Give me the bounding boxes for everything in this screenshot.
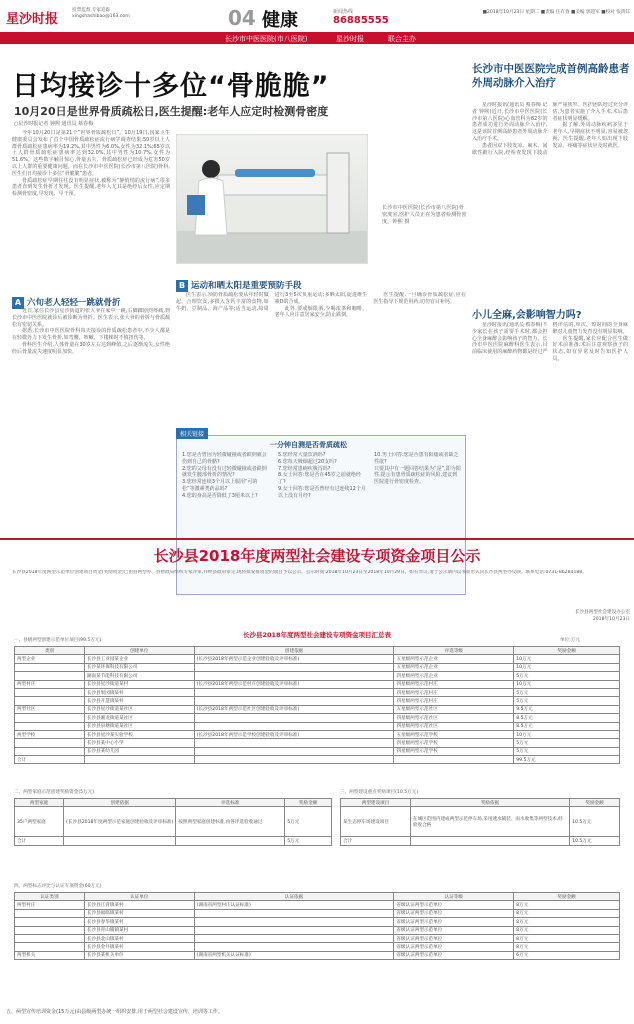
right-article-body [472, 102, 628, 302]
self-test-title: 一分钟自测是否骨质疏松 [270, 441, 347, 449]
demo-units-table [14, 646, 620, 764]
section-b-body [176, 292, 466, 424]
table-row [15, 934, 620, 942]
column-header: 类别 [15, 647, 85, 655]
cell: 省级认证两型示范单位 [394, 926, 514, 934]
cell: 四星级两型示范学校 [394, 747, 514, 755]
table1-caption: 一、县级两型创建示范单位项目(99.5万元) [14, 638, 102, 643]
cell [15, 688, 85, 696]
cell: (长沙县2018年两型示范社区创建验收及评审标准) [194, 705, 394, 713]
column-header: 创建依据 [194, 647, 394, 655]
cell: 五星级两型示范企业 [394, 663, 514, 671]
table-header-row [341, 799, 620, 807]
cell: 长沙县福临镇某村 [84, 909, 194, 917]
cell: 5万元 [514, 672, 620, 680]
cell: (湖南省两型机关认证标准) [194, 951, 394, 959]
cell [15, 739, 85, 747]
table-header-row [15, 893, 620, 901]
section-b-header [176, 273, 466, 292]
table-row [15, 663, 620, 671]
cell: 长沙县星沙街道某村 [84, 680, 194, 688]
cell: 四星级两型示范学校 [394, 739, 514, 747]
table-row [15, 943, 620, 951]
cell: 长沙县某中心小学 [84, 739, 194, 747]
right-article2-body [472, 322, 628, 537]
table-row [15, 807, 332, 837]
cell: 8万元 [514, 909, 620, 917]
table-row [15, 918, 620, 926]
column-header: 奖励金额 [514, 893, 620, 901]
notice-signature: 长沙县两型社会建设办公室 [574, 610, 630, 615]
photo-caption: 长沙市中医医院(长沙市第八医院)骨密度室,医护人员正在为患者检测骨密度。钟熙 摄 [382, 205, 467, 225]
cell [194, 943, 394, 951]
cell [64, 837, 176, 845]
masthead [0, 0, 634, 46]
cell: 5万元 [514, 739, 620, 747]
cell: 长沙县金井镇某村 [84, 943, 194, 951]
notice-intro: 长沙县2018年度两型示范单位创建项目资金(奖励资金)已由县两型办、县财政局组织专家评审,并经县政府审定,现将拟安排资金的项目予以公示。公示时间:2018年10月23日至2018年10月29日。如有异议,请于公示期内以书面形式向长沙县两型办反映。联系电话:0731-86284188。 [12, 570, 587, 575]
cell: 35户两型家庭 [15, 807, 64, 837]
lead-paragraph: 骨质疏松症早期往往没有明显症状,被称为“静悄悄的流行病”,很多患者直到发生骨折才发现。医生提醒,老年人尤其是绝经后女性,应定期检测骨密度,早发现、早干预。 [12, 177, 170, 198]
certification-table [14, 892, 620, 960]
table-total-row [15, 837, 332, 845]
cell [15, 697, 85, 705]
cell: 10.5万元 [570, 807, 620, 837]
lead-paragraph: 今年10月20日是第21个“世界骨质疏松日”。10月19日,国家卫生健康委员会发布了首个中国骨质疏松症流行病学调查结果:50岁以上人群骨质疏松症患病率为19.2%,其中男性为6.0%,女性为32.1%;65岁以上人群骨质疏松症患病率达到32.0%,其中男性为10.7%,女性为51.6%。这些数字触目惊心,骨量丢失、骨质疏松症已经成为危害50岁以上人群的重要健康问题。而在长沙市中医医院(长沙市第八医院)骨科,医生们日均接诊十多位“骨脆脆”患者。 [12, 130, 170, 177]
header-red-bar [0, 32, 634, 44]
table-row [15, 672, 620, 680]
cell [15, 926, 85, 934]
cell: 8万元 [514, 901, 620, 909]
right-article-title: 长沙市中医医院完成首例高龄患者外周动脉介入治疗 [472, 63, 630, 89]
column-header: 认证单位 [84, 893, 194, 901]
notice-top-rule [0, 538, 634, 540]
right-paragraph: 星沙时报讯(通讯员 蔡春梅 记者 钟熙)近日,长沙市中医医院(长沙市第八医院)心血管科为82岁的患者成功进行外周动脉介入治疗,这是该院首例高龄患者外周动脉介入治疗手术。 [472, 102, 548, 142]
cell [194, 688, 394, 696]
cell: 长沙县开慧镇某村 [84, 697, 194, 705]
notice-footer: 五、两型宣传培训资金(15万元)由县级两型办统一组织安排,用于两型社会建设宣传、培训等工作。 [6, 1009, 223, 1015]
table-row [15, 655, 620, 663]
cell: 按照两型家庭创建标准,由各评选验收通过 [176, 807, 285, 837]
cell [194, 756, 394, 764]
table3-caption: 三、两型建设重点奖励项目(10.5万元) [340, 790, 419, 795]
self-test-question: 6.您每天吸烟超过20支吗? [278, 458, 337, 465]
cell: 两型机关 [15, 951, 85, 959]
cell [15, 747, 85, 755]
cell: 8.5万元 [514, 714, 620, 722]
section-a-title: 六旬老人轻轻一跳就骨折 [27, 298, 121, 308]
cell: (湖南省两型村庄认证标准) [194, 901, 394, 909]
cell: 5万元 [514, 688, 620, 696]
cell: (长沙县2018年两型示范村庄创建验收及评审标准) [194, 680, 394, 688]
key-project-table [340, 798, 620, 846]
table-row [15, 697, 620, 705]
cell: 五星级两型示范学校 [394, 730, 514, 738]
table-row [15, 688, 620, 696]
cell: (长沙县2018年度两型示范家庭创建验收及评审标准) [64, 807, 176, 837]
co-organizer-hospital: 长沙市中医医院(市八医院) [225, 35, 308, 43]
cell: 8万元 [514, 918, 620, 926]
cell: 两型村庄 [15, 680, 85, 688]
cell: 8万元 [514, 943, 620, 951]
self-test-question: 7.您经常患痢疾腹泻吗? [278, 465, 331, 472]
cell [194, 918, 394, 926]
cell: 两型社区 [15, 705, 85, 713]
bone-density-scanner-illustration [177, 135, 368, 264]
cell: 长沙县春华镇某村 [84, 918, 194, 926]
cell: 某生态停车场建设项目 [341, 807, 411, 837]
table-total-row [341, 837, 620, 845]
column-header: 认证等级 [394, 893, 514, 901]
cell: 长沙县工业园某企业 [84, 655, 194, 663]
section-b-paragraph: 医生提醒,一旦确诊骨质疏松症,应在医生指导下规范用药,切勿盲目补钙。 [373, 292, 466, 305]
cell: 在城区范围内建成两型示范停车场,采用透水铺装、雨水收集等两型技术,经验收合格 [410, 807, 569, 837]
dateline: ■2018年10月23日 星期二 ■责编 任有春 ■美编 郭超军 ■校对 张鸿钰 [482, 10, 630, 15]
cell: 5万元 [285, 837, 332, 845]
self-test-conclusion: 只要其中有一题回答结果为“是”,即为阳性,提示有患骨质疏松症的风险,建议到医院进行骨密度检查。 [374, 465, 461, 486]
cell [15, 722, 85, 730]
cell: 省级认证两型示范单位 [394, 951, 514, 959]
cell: 合计 [341, 837, 411, 845]
cell [15, 934, 85, 942]
cell [15, 918, 85, 926]
logo-subtitle: 投票监督 专家追踪 xingshashibao@163.com [72, 8, 130, 19]
cell: 省级认证两型示范单位 [394, 901, 514, 909]
cell [176, 837, 285, 845]
cell: 两型村庄 [15, 901, 85, 909]
cell: 8.5万元 [514, 722, 620, 730]
section-b-paragraph: 医生表示,预防骨质疏松要从年轻时做起。合理饮食,多摄入含钙丰富的食物,如牛奶、豆制品、海产品等;适当运动,每周进行3至5次负重运动;多晒太阳,促进维生素D的合成。 [176, 292, 368, 312]
cell: 四星级两型示范社区 [394, 722, 514, 730]
co-organizer-paper: 星沙时报 [336, 35, 364, 43]
table2-caption: 二、两型家庭示范创建奖励资金(5万元) [14, 790, 95, 795]
table-row [15, 680, 620, 688]
right-paragraph: 医生提醒,家长应配合医生做好术前准备,术后注意观察孩子的状态,如有异常及时告知医护人员。 [552, 335, 628, 362]
cell [84, 756, 194, 764]
self-test-question: 10.男士回答:您是否患有阳痿或者缺乏性欲? [374, 452, 459, 465]
right-paragraph: 星沙时报讯(通讯员 蔡春梅)不少家长在孩子需要手术时,都会担心全身麻醉会影响孩子的智力。长沙市中医医院麻醉科医生表示,目前临床使用的麻醉药物都是经过严格评估的,单次、短时间的全身麻醉对儿童智力发育没有明显影响。 [472, 322, 628, 356]
related-link-label: 相关链接 [176, 428, 208, 439]
hotline-label: 新闻热线 [333, 9, 354, 15]
table-row [341, 807, 620, 837]
co-organizer-label: 联合主办 [388, 35, 416, 43]
cell [194, 722, 394, 730]
cell [194, 739, 394, 747]
cell [194, 663, 394, 671]
self-test-question: 8.女士回答:您是否在45岁之前就绝经了? [278, 472, 361, 486]
cell [15, 909, 85, 917]
article-lead [12, 130, 170, 280]
cell: 长沙县青山铺镇某村 [84, 926, 194, 934]
notice-date: 2018年10月23日 [592, 617, 630, 622]
column-header: 奖励金额 [570, 799, 620, 807]
summary-table-title: 长沙县2018年度两型社会建设专项资金项目汇总表 [242, 631, 392, 639]
column-header: 认证依据 [194, 893, 394, 901]
table-row [15, 739, 620, 747]
cell: 省级认证两型示范单位 [394, 909, 514, 917]
cell: 5万元 [514, 697, 620, 705]
cell: 10万元 [514, 663, 620, 671]
cell [15, 714, 85, 722]
right-paragraph: 患者因双下肢发凉、麻木、间歇性跛行入院,经检查发现下肢动脉严重狭窄。医护团队经过充分评估,为患者实施了介入手术,术后患者症状明显缓解。 [472, 102, 628, 156]
cell: 9.5万元 [514, 705, 620, 713]
section-badge: B [176, 280, 188, 292]
table-total-row [15, 756, 620, 764]
cell [194, 926, 394, 934]
column-header: 认证类别 [15, 893, 85, 901]
cell: 湖南某节能科技有限公司 [84, 672, 194, 680]
cell: 四星级两型示范村庄 [394, 697, 514, 705]
cell [410, 837, 569, 845]
self-test-question: 5.您经常大量饮酒吗? [278, 452, 326, 458]
section-b-title: 运动和晒太阳是重要预防手段 [191, 281, 302, 291]
cell: 长沙县北山镇某村 [84, 934, 194, 942]
column-header: 两型家庭 [15, 799, 64, 807]
table-row [15, 730, 620, 738]
right-paragraph: 据了解,外周动脉疾病多见于老年人,早期症状不明显,容易被忽视。医生提醒,老年人如出现下肢发凉、疼痛等症状应及时就医。 [552, 122, 628, 149]
cell: 10万元 [514, 730, 620, 738]
cell: 长沙县某机关单位 [84, 951, 194, 959]
cell: 5万元 [285, 807, 332, 837]
table-row [15, 705, 620, 713]
cell: 两型企业 [15, 655, 85, 663]
table-unit: 单位:万元 [560, 638, 580, 643]
table-row [15, 714, 620, 722]
column-header: 奖励金额 [514, 647, 620, 655]
cell: (长沙县2018年两型示范企业创建验收及评审标准) [194, 655, 394, 663]
table-header-row [15, 647, 620, 655]
section-badge: A [12, 297, 24, 309]
table-row [15, 722, 620, 730]
cell: 四星级两型示范村庄 [394, 688, 514, 696]
column-header: 创建依据 [64, 799, 176, 807]
cell: 四星级两型示范村庄 [394, 680, 514, 688]
cell [194, 934, 394, 942]
cell: (长沙县2018年两型示范学校创建验收及评审标准) [194, 730, 394, 738]
cell: 合计 [15, 837, 64, 845]
cell [194, 747, 394, 755]
cell: 合计 [15, 756, 85, 764]
cell [194, 697, 394, 705]
article-headline: 日均接诊十多位“骨脆脆” [12, 71, 330, 102]
cell: 8万元 [514, 926, 620, 934]
cell [15, 663, 85, 671]
cell: 10万元 [514, 680, 620, 688]
self-test-question: 3.您经常连续3个月以上服用“可的松”等激素类药品吗? [182, 479, 258, 492]
cell: 两型学校 [15, 730, 85, 738]
table-row [15, 926, 620, 934]
section-title: 健康 [262, 10, 298, 31]
cell: 长沙县某幼儿园 [84, 747, 194, 755]
cell: 四星级两型示范社区 [394, 714, 514, 722]
cell [194, 909, 394, 917]
cell [394, 756, 514, 764]
article-photo [176, 134, 368, 264]
column-header: 奖励金额 [285, 799, 332, 807]
cell: 长沙县泉塘街道某社区 [84, 722, 194, 730]
newspaper-logo: 星沙时报 [6, 12, 59, 27]
table-row [15, 747, 620, 755]
table-header-row [15, 799, 332, 807]
family-table [14, 798, 332, 846]
article-byline: ○星沙时报记者 钟熙 通讯员 蔡春梅 [14, 121, 94, 127]
hotline-number: 86885555 [333, 15, 389, 26]
cell: 五星级两型示范社区 [394, 705, 514, 713]
self-test-question: 1.您是否曾因为轻微碰撞或者跌倒就会伤到自己的骨骼? [182, 452, 267, 465]
cell: 省级认证两型示范单位 [394, 943, 514, 951]
table4-caption: 四、两型标志评比与认证专项资金(60万元) [14, 884, 102, 889]
cell: 长沙县星沙街道某社区 [84, 705, 194, 713]
table-row [15, 909, 620, 917]
column-header: 奖励依据 [410, 799, 569, 807]
section-a-paragraph: 近日,家住长沙县星沙街道的张大爷在家中一跳,右脚踝剧烈疼痛,到长沙市中医医院就诊后被诊断为骨折。医生表示,张大爷的骨折与骨质疏松有密切关系。 [12, 308, 170, 328]
self-test-question: 9.女士回答:您是否曾经有过连续12个月以上没有月经? [278, 485, 366, 499]
notice-title: 长沙县2018年度两型社会建设专项资金项目公示 [153, 547, 481, 565]
self-test-question: 4.您的身高是否降低了3厘米以上? [182, 492, 258, 499]
cell [194, 672, 394, 680]
table-row [15, 951, 620, 959]
self-test-question: 2.您的父母有没有过轻微碰撞或者跌倒就发生髋部骨折的情况? [182, 465, 267, 479]
table-row [15, 901, 620, 909]
cell: 5万元 [514, 747, 620, 755]
cell [15, 672, 85, 680]
cell: 8万元 [514, 934, 620, 942]
section-a-header [12, 290, 172, 309]
section-b-paragraph: 此外,要戒烟限酒,少喝浓茶和咖啡。老年人应注意居家安全,防止跌倒。 [274, 305, 368, 319]
column-header: 评选标准 [176, 799, 285, 807]
article-subhead: 10月20日是世界骨质疏松日,医生提醒:老年人应定时检测骨密度 [14, 105, 329, 118]
cell: 省级认证两型示范单位 [394, 934, 514, 942]
cell: 长沙县果园镇某村 [84, 688, 194, 696]
column-header: 评选等级 [394, 647, 514, 655]
cell: 省级认证两型示范单位 [394, 918, 514, 926]
cell: 长沙县星沙某实验学校 [84, 730, 194, 738]
section-a-paragraph: 据悉,长沙市中医医院骨科每天接诊的骨质疏松患者中,不少人都是在轻微外力下发生骨折,如弯腰、咳嗽、下楼梯时不慎扭伤等。 [12, 328, 170, 342]
page-number: 04 [228, 6, 256, 30]
column-header: 两型建设项目 [341, 799, 411, 807]
cell: 长沙县湘龙街道某社区 [84, 714, 194, 722]
cell: 6万元 [514, 951, 620, 959]
cell [194, 714, 394, 722]
cell: 10.5万元 [570, 837, 620, 845]
right-article2-title: 小儿全麻,会影响智力吗? [472, 310, 582, 321]
section-a-paragraph: 骨科医生介绍,人体骨量在30岁左右达到峰值,之后逐渐流失,女性绝经后骨量流失速度明显加快。 [12, 341, 170, 355]
cell: 长沙某环保科技有限公司 [84, 663, 194, 671]
cell: 10万元 [514, 655, 620, 663]
cell: 五星级两型示范企业 [394, 655, 514, 663]
cell [15, 943, 85, 951]
cell: 长沙县江背镇某村 [84, 901, 194, 909]
column-header: 创建单位 [84, 647, 194, 655]
cell: 四星级两型示范企业 [394, 672, 514, 680]
cell: 99.5万元 [514, 756, 620, 764]
